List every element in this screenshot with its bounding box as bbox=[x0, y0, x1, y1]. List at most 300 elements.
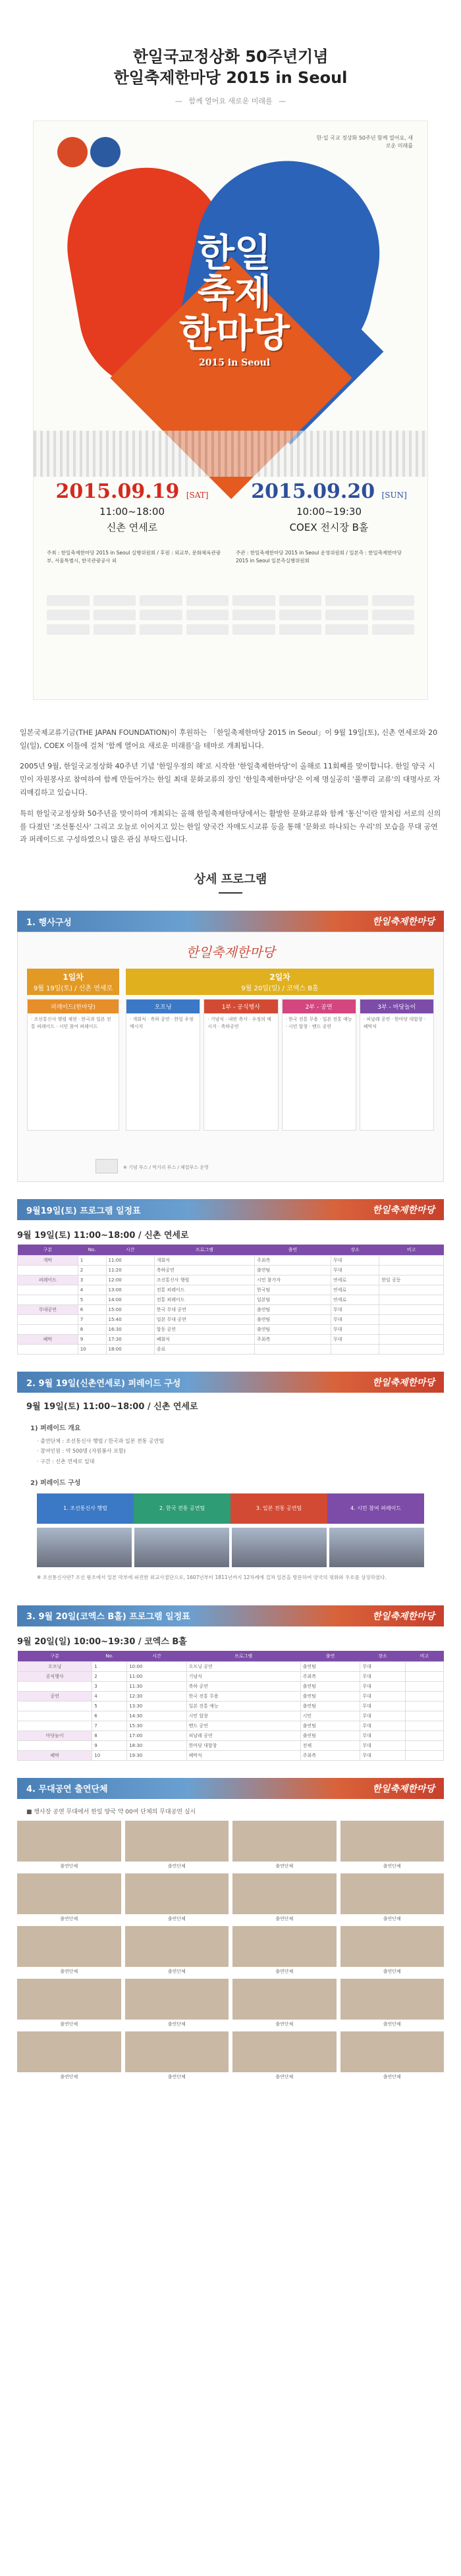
day2-sub: 9월 20일(일) / 코엑스 B홀 bbox=[241, 985, 319, 993]
troupe-card bbox=[232, 1979, 337, 2027]
troupe-photo bbox=[125, 1979, 229, 2020]
table-cell bbox=[18, 1295, 78, 1305]
parade-note: ※ 조선통신사란? 조선 왕조에서 일본 막부에 파견한 외교사절단으로, 1607년부터 1811년까지 12차례에 걸쳐 일본을 방문하여 양국의 평화와 우호를 상징하였다. bbox=[37, 1574, 387, 1580]
composition-logo: 한일축제한마당 bbox=[186, 944, 275, 961]
table-cell: 폐회식 bbox=[154, 1335, 254, 1345]
table-cell: 일본 무대 공연 bbox=[154, 1315, 254, 1325]
troupe-photo bbox=[17, 1821, 121, 1862]
table-cell: 13:00 bbox=[106, 1285, 154, 1295]
table-row bbox=[18, 1266, 444, 1275]
program-column bbox=[27, 999, 119, 1131]
troupe-label: 출연단체 bbox=[383, 1968, 401, 1974]
table-cell: 폐막식 bbox=[186, 1750, 300, 1760]
table-cell: 15:30 bbox=[127, 1721, 186, 1731]
sponsor-logo-icon bbox=[372, 610, 415, 620]
table-cell: 출연팀 bbox=[254, 1325, 331, 1335]
poster-title-sub: 2015 in Seoul bbox=[198, 358, 271, 369]
table-cell: 무대 bbox=[331, 1335, 379, 1345]
table-row bbox=[18, 1275, 444, 1285]
festival-logo: 한일축제한마당 bbox=[372, 1611, 435, 1622]
parade-section bbox=[17, 1393, 444, 1588]
table-cell: 출연팀 bbox=[300, 1701, 360, 1711]
table-cell: 주최측 bbox=[254, 1256, 331, 1266]
table-cell: 15:40 bbox=[106, 1315, 154, 1325]
troupe-label: 출연단체 bbox=[275, 2021, 294, 2027]
table-cell: 공식행사 bbox=[18, 1671, 92, 1681]
sponsor-logo-icon bbox=[47, 595, 90, 606]
schedule-day2 bbox=[17, 1651, 444, 1761]
troupe-label: 출연단체 bbox=[167, 1863, 186, 1869]
parade-photo bbox=[232, 1528, 327, 1567]
troupe-label: 출연단체 bbox=[275, 1916, 294, 1921]
table-cell: 출연팀 bbox=[300, 1691, 360, 1701]
table-cell: 축하 공연 bbox=[186, 1681, 300, 1691]
intro-text bbox=[0, 700, 461, 846]
day2-date: 2015.09.20 bbox=[251, 479, 375, 503]
column-header: 비고 bbox=[405, 1651, 443, 1662]
table-row bbox=[18, 1740, 444, 1750]
table-cell: 2 bbox=[92, 1671, 127, 1681]
parade-overview-list bbox=[37, 1436, 444, 1466]
sponsor-logo-icon bbox=[186, 610, 229, 620]
schedule-day1-title: 9월 19일(토) 11:00~18:00 / 신촌 연세로 bbox=[17, 1231, 189, 1241]
column-header: 장소 bbox=[331, 1245, 379, 1256]
section-title: 3. 9월 20일(코엑스 B홀) 프로그램 일정표 bbox=[26, 1612, 190, 1623]
program-column bbox=[360, 999, 434, 1131]
table-row bbox=[18, 1295, 444, 1305]
program-column-head: 오프닝 bbox=[126, 1000, 200, 1013]
day1-sub: 9월 19일(토) / 신촌 연세로 bbox=[33, 985, 113, 993]
table-cell: 출연팀 bbox=[300, 1661, 360, 1671]
sponsor-logo-icon bbox=[372, 595, 415, 606]
column-header: 장소 bbox=[360, 1651, 405, 1662]
main-heading-divider bbox=[219, 892, 242, 894]
table-cell: 11:00 bbox=[127, 1671, 186, 1681]
table-cell bbox=[18, 1681, 92, 1691]
troupe-card bbox=[232, 1926, 337, 1975]
troupe-card bbox=[340, 1979, 445, 2027]
table-cell: 18:00 bbox=[106, 1345, 154, 1355]
sponsor-logo-icon bbox=[232, 610, 275, 620]
table-cell bbox=[379, 1345, 444, 1355]
section-title: 9월19일(토) 프로그램 일정표 bbox=[26, 1206, 141, 1216]
column-header: 출연 bbox=[300, 1651, 360, 1662]
table-cell: 출연팀 bbox=[254, 1305, 331, 1315]
table-cell: 10 bbox=[92, 1750, 127, 1760]
program-column-head: 퍼레이드(한마당) bbox=[28, 1000, 119, 1013]
table-cell: 한국 무대 공연 bbox=[154, 1305, 254, 1315]
troupe-label: 출연단체 bbox=[167, 2021, 186, 2027]
sponsor-logo-icon bbox=[47, 610, 90, 620]
column-header: 프로그램 bbox=[186, 1651, 300, 1662]
hero-title bbox=[0, 0, 461, 106]
table-cell bbox=[331, 1345, 379, 1355]
table-cell: 15:00 bbox=[106, 1305, 154, 1315]
event-poster bbox=[33, 121, 428, 700]
section-title: 2. 9월 19일(신촌연세로) 퍼레이드 구성 bbox=[26, 1378, 181, 1389]
troupe-photo bbox=[232, 1926, 337, 1967]
table-cell: 밴드 공연 bbox=[186, 1721, 300, 1731]
day1-label: 1일차 bbox=[63, 973, 84, 982]
table-row bbox=[18, 1345, 444, 1355]
troupe-photo bbox=[17, 1873, 121, 1914]
festival-logo: 한일축제한마당 bbox=[372, 1205, 435, 1216]
table-cell: 주최측 bbox=[300, 1671, 360, 1681]
table-cell: 오프닝 공연 bbox=[186, 1661, 300, 1671]
sponsor-logo-icon bbox=[232, 595, 275, 606]
table-row bbox=[18, 1731, 444, 1740]
table-row bbox=[18, 1256, 444, 1266]
column-header: 출연 bbox=[254, 1245, 331, 1256]
table-cell: 무대 bbox=[331, 1266, 379, 1275]
table-cell bbox=[379, 1285, 444, 1295]
table-cell: 무대공연 bbox=[18, 1305, 78, 1315]
sponsor-logos bbox=[47, 595, 414, 635]
table-cell: 9 bbox=[92, 1740, 127, 1750]
table-cell: 축하공연 bbox=[154, 1266, 254, 1275]
table-cell: 마당놀이 bbox=[18, 1731, 92, 1740]
section-bar-parade bbox=[17, 1372, 444, 1393]
troupe-card bbox=[17, 1821, 121, 1869]
table-row bbox=[18, 1325, 444, 1335]
tagline-text: 함께 열어요 새로운 미래를 bbox=[188, 96, 273, 105]
table-cell: 출연팀 bbox=[254, 1266, 331, 1275]
composition-diagram bbox=[17, 932, 444, 1182]
route-step: 4. 시민 참여 퍼레이드 bbox=[327, 1493, 424, 1524]
program-column-body: · 조선통신사 행렬 재현 · 한국과 일본 전통 퍼레이드 · 시민 참여 퍼레이드 bbox=[31, 1017, 111, 1029]
table-row bbox=[18, 1681, 444, 1691]
table-cell: 9 bbox=[78, 1335, 106, 1345]
table-cell bbox=[254, 1345, 331, 1355]
column-header: 시간 bbox=[106, 1245, 154, 1256]
day2-header bbox=[126, 969, 434, 995]
table-cell: 13:30 bbox=[127, 1701, 186, 1711]
parade-photos bbox=[37, 1528, 424, 1567]
table-cell bbox=[18, 1285, 78, 1295]
troupe-card bbox=[125, 1979, 229, 2027]
section-bar-schedule-day2 bbox=[17, 1605, 444, 1626]
table-cell: 8 bbox=[92, 1731, 127, 1740]
column-header: 시간 bbox=[127, 1651, 186, 1662]
table-cell: 6 bbox=[92, 1711, 127, 1721]
table-cell bbox=[18, 1325, 78, 1335]
table-cell: 5 bbox=[78, 1295, 106, 1305]
composition-footnote: ※ 기념 부스 / 먹거리 부스 / 체험부스 운영 bbox=[123, 1165, 209, 1171]
sponsor-logo-icon bbox=[94, 595, 136, 606]
sponsor-logo-icon bbox=[372, 624, 415, 635]
intro-paragraph-3: 특히 한일국교정상화 50주년을 맞이하여 개최되는 올해 한일축제한마당에서는 활발한 문화교류와 함께 '통신'이란 말처럼 서로의 신의를 다졌던 '조선통신사' 그리고 오늘로 이어지고 있는 한일 양국간 자매도시교류 등을 통해 '문화로 하나되는 우리'의 모습을 무대 공연과 퍼레이드로 구성하였으니 많은 관심 부탁드립니다. bbox=[20, 809, 441, 844]
program-column-body: · 한국 전통 무용 · 일본 전통 예능 · 시민 합창 · 밴드 공연 bbox=[285, 1017, 352, 1029]
troupe-card bbox=[340, 1873, 445, 1922]
troupe-photo bbox=[232, 2031, 337, 2072]
table-cell: 시민 합창 bbox=[186, 1711, 300, 1721]
troupe-label: 출연단체 bbox=[60, 1968, 78, 1974]
table-cell bbox=[405, 1701, 443, 1711]
table-cell bbox=[379, 1305, 444, 1315]
table-cell bbox=[379, 1256, 444, 1266]
table-cell: 무대 bbox=[360, 1661, 405, 1671]
table-cell: 연세로 bbox=[331, 1275, 379, 1285]
table-row bbox=[18, 1721, 444, 1731]
table-cell: 일본팀 bbox=[254, 1295, 331, 1305]
troupe-card bbox=[125, 2031, 229, 2080]
troupe-card bbox=[340, 2031, 445, 2080]
sponsor-logo-icon bbox=[47, 624, 90, 635]
table-cell: 오프닝 bbox=[18, 1661, 92, 1671]
sponsor-logo-icon bbox=[94, 624, 136, 635]
column-header: 프로그램 bbox=[154, 1245, 254, 1256]
table-cell: 한국팀 bbox=[254, 1285, 331, 1295]
composition-days bbox=[27, 969, 434, 1131]
table-cell: 17:30 bbox=[106, 1335, 154, 1345]
table-cell: 피날레 공연 bbox=[186, 1731, 300, 1740]
table-cell: 조선통신사 행렬 bbox=[154, 1275, 254, 1285]
troupe-card bbox=[17, 2031, 121, 2080]
route-step: 3. 일본 전통 공연팀 bbox=[230, 1493, 327, 1524]
list-item: · 참여인원 : 약 500명 (자원봉사 포함) bbox=[37, 1448, 126, 1455]
table-cell: 11:20 bbox=[106, 1266, 154, 1275]
table-cell: 퍼레이드 bbox=[18, 1275, 78, 1285]
program-column-body: · 피날레 공연 · 한마당 대합창 · 폐막식 bbox=[363, 1017, 426, 1029]
program-column-head: 2부 - 공연 bbox=[283, 1000, 356, 1013]
table-cell: 3 bbox=[92, 1681, 127, 1691]
table-cell: 11:30 bbox=[127, 1681, 186, 1691]
poster-dates bbox=[34, 480, 427, 534]
parade-photo bbox=[134, 1528, 229, 1567]
table-cell: 12:30 bbox=[127, 1691, 186, 1701]
troupe-label: 출연단체 bbox=[167, 1968, 186, 1974]
table-cell: 주최측 bbox=[300, 1750, 360, 1760]
table-cell: 1 bbox=[92, 1661, 127, 1671]
table-cell bbox=[379, 1325, 444, 1335]
day1-weekday: [SAT] bbox=[186, 490, 209, 500]
table-cell bbox=[379, 1266, 444, 1275]
table-cell bbox=[18, 1345, 78, 1355]
table-cell bbox=[405, 1750, 443, 1760]
table-cell: 무대 bbox=[331, 1256, 379, 1266]
poster-credits bbox=[47, 549, 414, 565]
troupe-card bbox=[125, 1821, 229, 1869]
table-cell: 무대 bbox=[331, 1315, 379, 1325]
table-cell: 8 bbox=[78, 1325, 106, 1335]
sponsor-logo-icon bbox=[279, 595, 322, 606]
sponsor-logo-icon bbox=[140, 624, 182, 635]
troupe-photo bbox=[340, 1873, 445, 1914]
day2-venue: COEX 전시장 B홀 bbox=[289, 521, 369, 533]
table-row bbox=[18, 1750, 444, 1760]
table-cell: 17:00 bbox=[127, 1731, 186, 1740]
table-cell: 연세로 bbox=[331, 1285, 379, 1295]
table-cell bbox=[379, 1315, 444, 1325]
table-cell bbox=[18, 1315, 78, 1325]
table-cell: 18:30 bbox=[127, 1740, 186, 1750]
table-cell: 무대 bbox=[360, 1740, 405, 1750]
parade-overview-title: 1) 퍼레이드 개요 bbox=[30, 1425, 81, 1433]
table-row bbox=[18, 1315, 444, 1325]
title-line-2: 한일축제한마당 2015 in Seoul bbox=[113, 68, 348, 88]
composition-day2 bbox=[126, 969, 434, 1131]
day1-date: 2015.09.19 bbox=[55, 479, 180, 503]
poster-title bbox=[132, 230, 337, 369]
table-cell: 종료 bbox=[154, 1345, 254, 1355]
mascot-icon bbox=[95, 1159, 118, 1173]
table-cell: 폐막 bbox=[18, 1335, 78, 1345]
column-header: No. bbox=[78, 1245, 106, 1256]
troupe-label: 출연단체 bbox=[383, 1916, 401, 1921]
troupe-card bbox=[340, 1821, 445, 1869]
table-cell: 무대 bbox=[360, 1691, 405, 1701]
day1-info bbox=[34, 480, 230, 534]
table-cell: 무대 bbox=[360, 1731, 405, 1740]
troupe-label: 출연단체 bbox=[60, 1916, 78, 1921]
table-cell: 합동 공연 bbox=[154, 1325, 254, 1335]
table-row bbox=[18, 1661, 444, 1671]
column-header: 비고 bbox=[379, 1245, 444, 1256]
day2-label: 2일차 bbox=[269, 973, 290, 982]
section-bar-troupes bbox=[17, 1778, 444, 1799]
sponsor-logo-icon bbox=[279, 624, 322, 635]
parade-photo bbox=[329, 1528, 424, 1567]
table-cell: 16:30 bbox=[106, 1325, 154, 1335]
table-row bbox=[18, 1671, 444, 1681]
troupe-photo bbox=[125, 1926, 229, 1967]
program-column bbox=[282, 999, 356, 1131]
table-row bbox=[18, 1335, 444, 1345]
sponsor-logo-icon bbox=[140, 610, 182, 620]
table-cell: 4 bbox=[92, 1691, 127, 1701]
troupe-card bbox=[17, 1979, 121, 2027]
title-line-1: 한일국교정상화 50주년기념 bbox=[132, 47, 329, 66]
table-cell: 6 bbox=[78, 1305, 106, 1315]
troupes-intro: ■ 행사장 공연 무대에서 한일 양국 약 00여 단체의 무대공연 실시 bbox=[26, 1808, 196, 1815]
table-cell: 출연팀 bbox=[300, 1731, 360, 1740]
troupe-label: 출연단체 bbox=[275, 1863, 294, 1869]
troupe-label: 출연단체 bbox=[275, 2074, 294, 2080]
troupe-label: 출연단체 bbox=[60, 1863, 78, 1869]
troupe-photo bbox=[232, 1821, 337, 1862]
column-header: No. bbox=[92, 1651, 127, 1662]
table-cell: 5 bbox=[92, 1701, 127, 1711]
poster-title-line-2: 축제 bbox=[197, 270, 272, 315]
troupe-card bbox=[232, 1821, 337, 1869]
table-cell: 14:30 bbox=[127, 1711, 186, 1721]
day2-columns bbox=[126, 999, 434, 1131]
table-row bbox=[18, 1711, 444, 1721]
intro-paragraph-2: 2005년 9월, 한일국교정상화 40주년 기념 '한일우정의 해'로 시작한 '한일축제한마당'이 올해로 11회째를 맞이합니다. 한일 양국 시민이 자원봉사로 참여하여 함께 만들어가는 한일 최대 문화교류의 장인 '한일축제한마당'은 이제 명실공히 '풀뿌리 교류'의 대명사로 자리매김하고 있습니다. bbox=[20, 762, 441, 797]
table-row bbox=[18, 1305, 444, 1315]
parade-photo bbox=[37, 1528, 132, 1567]
table-cell bbox=[405, 1731, 443, 1740]
troupe-card bbox=[125, 1926, 229, 1975]
day1-header bbox=[27, 969, 119, 995]
tagline: — 함께 열어요 새로운 미래를 — bbox=[175, 96, 286, 105]
table-cell: 시민 참가자 bbox=[254, 1275, 331, 1285]
table-cell bbox=[405, 1711, 443, 1721]
troupe-photo bbox=[232, 1979, 337, 2020]
table-cell bbox=[379, 1335, 444, 1345]
troupe-label: 출연단체 bbox=[383, 1863, 401, 1869]
troupe-photo bbox=[340, 1926, 445, 1967]
troupe-photo bbox=[125, 1873, 229, 1914]
table-cell bbox=[379, 1295, 444, 1305]
table-row bbox=[18, 1691, 444, 1701]
sponsor-logo-icon bbox=[325, 610, 368, 620]
troupe-card bbox=[125, 1873, 229, 1922]
table-cell: 개회식 bbox=[154, 1256, 254, 1266]
table-cell: 한일 공동 bbox=[379, 1275, 444, 1285]
column-header: 구분 bbox=[18, 1245, 78, 1256]
table-cell: 무대 bbox=[360, 1671, 405, 1681]
section-bar-schedule-day1 bbox=[17, 1199, 444, 1220]
composition-day1 bbox=[27, 969, 119, 1131]
table-cell: 출연팀 bbox=[300, 1681, 360, 1691]
table-cell bbox=[405, 1691, 443, 1701]
sponsor-logo-icon bbox=[186, 595, 229, 606]
table-cell: 19:30 bbox=[127, 1750, 186, 1760]
table-cell: 공연 bbox=[18, 1691, 92, 1701]
troupe-photo bbox=[232, 1873, 337, 1914]
troupe-label: 출연단체 bbox=[383, 2021, 401, 2027]
intro-paragraph-1: 일본국제교류기금(THE JAPAN FOUNDATION)이 후원하는 「한일축제한마당 2015 in Seoul」이 9월 19일(토), 신촌 연세로와 20일(일), COEX 이틀에 걸쳐 '함께 열어요 새로운 미래를'을 테마로 개최됩니다. bbox=[20, 728, 438, 750]
program-column bbox=[203, 999, 278, 1131]
table-cell bbox=[18, 1711, 92, 1721]
table-cell: 일본 전통 예능 bbox=[186, 1701, 300, 1711]
section-bar-composition bbox=[17, 911, 444, 932]
day1-time: 11:00~18:00 bbox=[99, 505, 165, 518]
list-item: · 구간 : 신촌 연세로 일대 bbox=[37, 1458, 95, 1464]
troupe-label: 출연단체 bbox=[383, 2074, 401, 2080]
table-cell: 3 bbox=[78, 1275, 106, 1285]
troupes-grid bbox=[17, 1821, 444, 2080]
program-column bbox=[126, 999, 200, 1131]
festival-logo: 한일축제한마당 bbox=[372, 1783, 435, 1794]
table-cell: 출연팀 bbox=[300, 1721, 360, 1731]
credit-left: 주최 : 한일축제한마당 2015 in Seoul 실행위원회 / 후원 : 외교부, 문화체육관광부, 서울특별시, 한국관광공사 외 bbox=[47, 549, 221, 564]
sponsor-logo-icon bbox=[186, 624, 229, 635]
sponsor-logo-icon bbox=[94, 610, 136, 620]
table-cell: 전통 퍼레이드 bbox=[154, 1295, 254, 1305]
table-cell bbox=[405, 1671, 443, 1681]
troupe-photo bbox=[125, 2031, 229, 2072]
troupe-label: 출연단체 bbox=[167, 2074, 186, 2080]
table-cell: 전통 퍼레이드 bbox=[154, 1285, 254, 1295]
section-title: 1. 행사구성 bbox=[26, 917, 72, 928]
table-cell: 무대 bbox=[331, 1305, 379, 1315]
troupe-card bbox=[17, 1873, 121, 1922]
table-cell bbox=[405, 1721, 443, 1731]
table-cell: 개막 bbox=[18, 1256, 78, 1266]
troupe-photo bbox=[340, 2031, 445, 2072]
program-column-head: 3부 - 마당놀이 bbox=[360, 1000, 433, 1013]
table-cell: 폐막 bbox=[18, 1750, 92, 1760]
festival-logo: 한일축제한마당 bbox=[372, 1378, 435, 1389]
crowd-illustration bbox=[34, 431, 427, 477]
table-row bbox=[18, 1701, 444, 1711]
table-cell: 주최측 bbox=[254, 1335, 331, 1345]
table-cell: 출연팀 bbox=[254, 1315, 331, 1325]
day2-info bbox=[230, 480, 427, 534]
troupe-card bbox=[17, 1926, 121, 1975]
table-row bbox=[18, 1285, 444, 1295]
table-cell: 14:00 bbox=[106, 1295, 154, 1305]
troupe-label: 출연단체 bbox=[60, 2021, 78, 2027]
table-cell: 기념식 bbox=[186, 1671, 300, 1681]
table-cell: 2 bbox=[78, 1266, 106, 1275]
troupe-label: 출연단체 bbox=[167, 1916, 186, 1921]
table-cell: 무대 bbox=[331, 1325, 379, 1335]
poster-title-line-1: 한일 bbox=[197, 230, 272, 275]
table-cell: 무대 bbox=[360, 1701, 405, 1711]
